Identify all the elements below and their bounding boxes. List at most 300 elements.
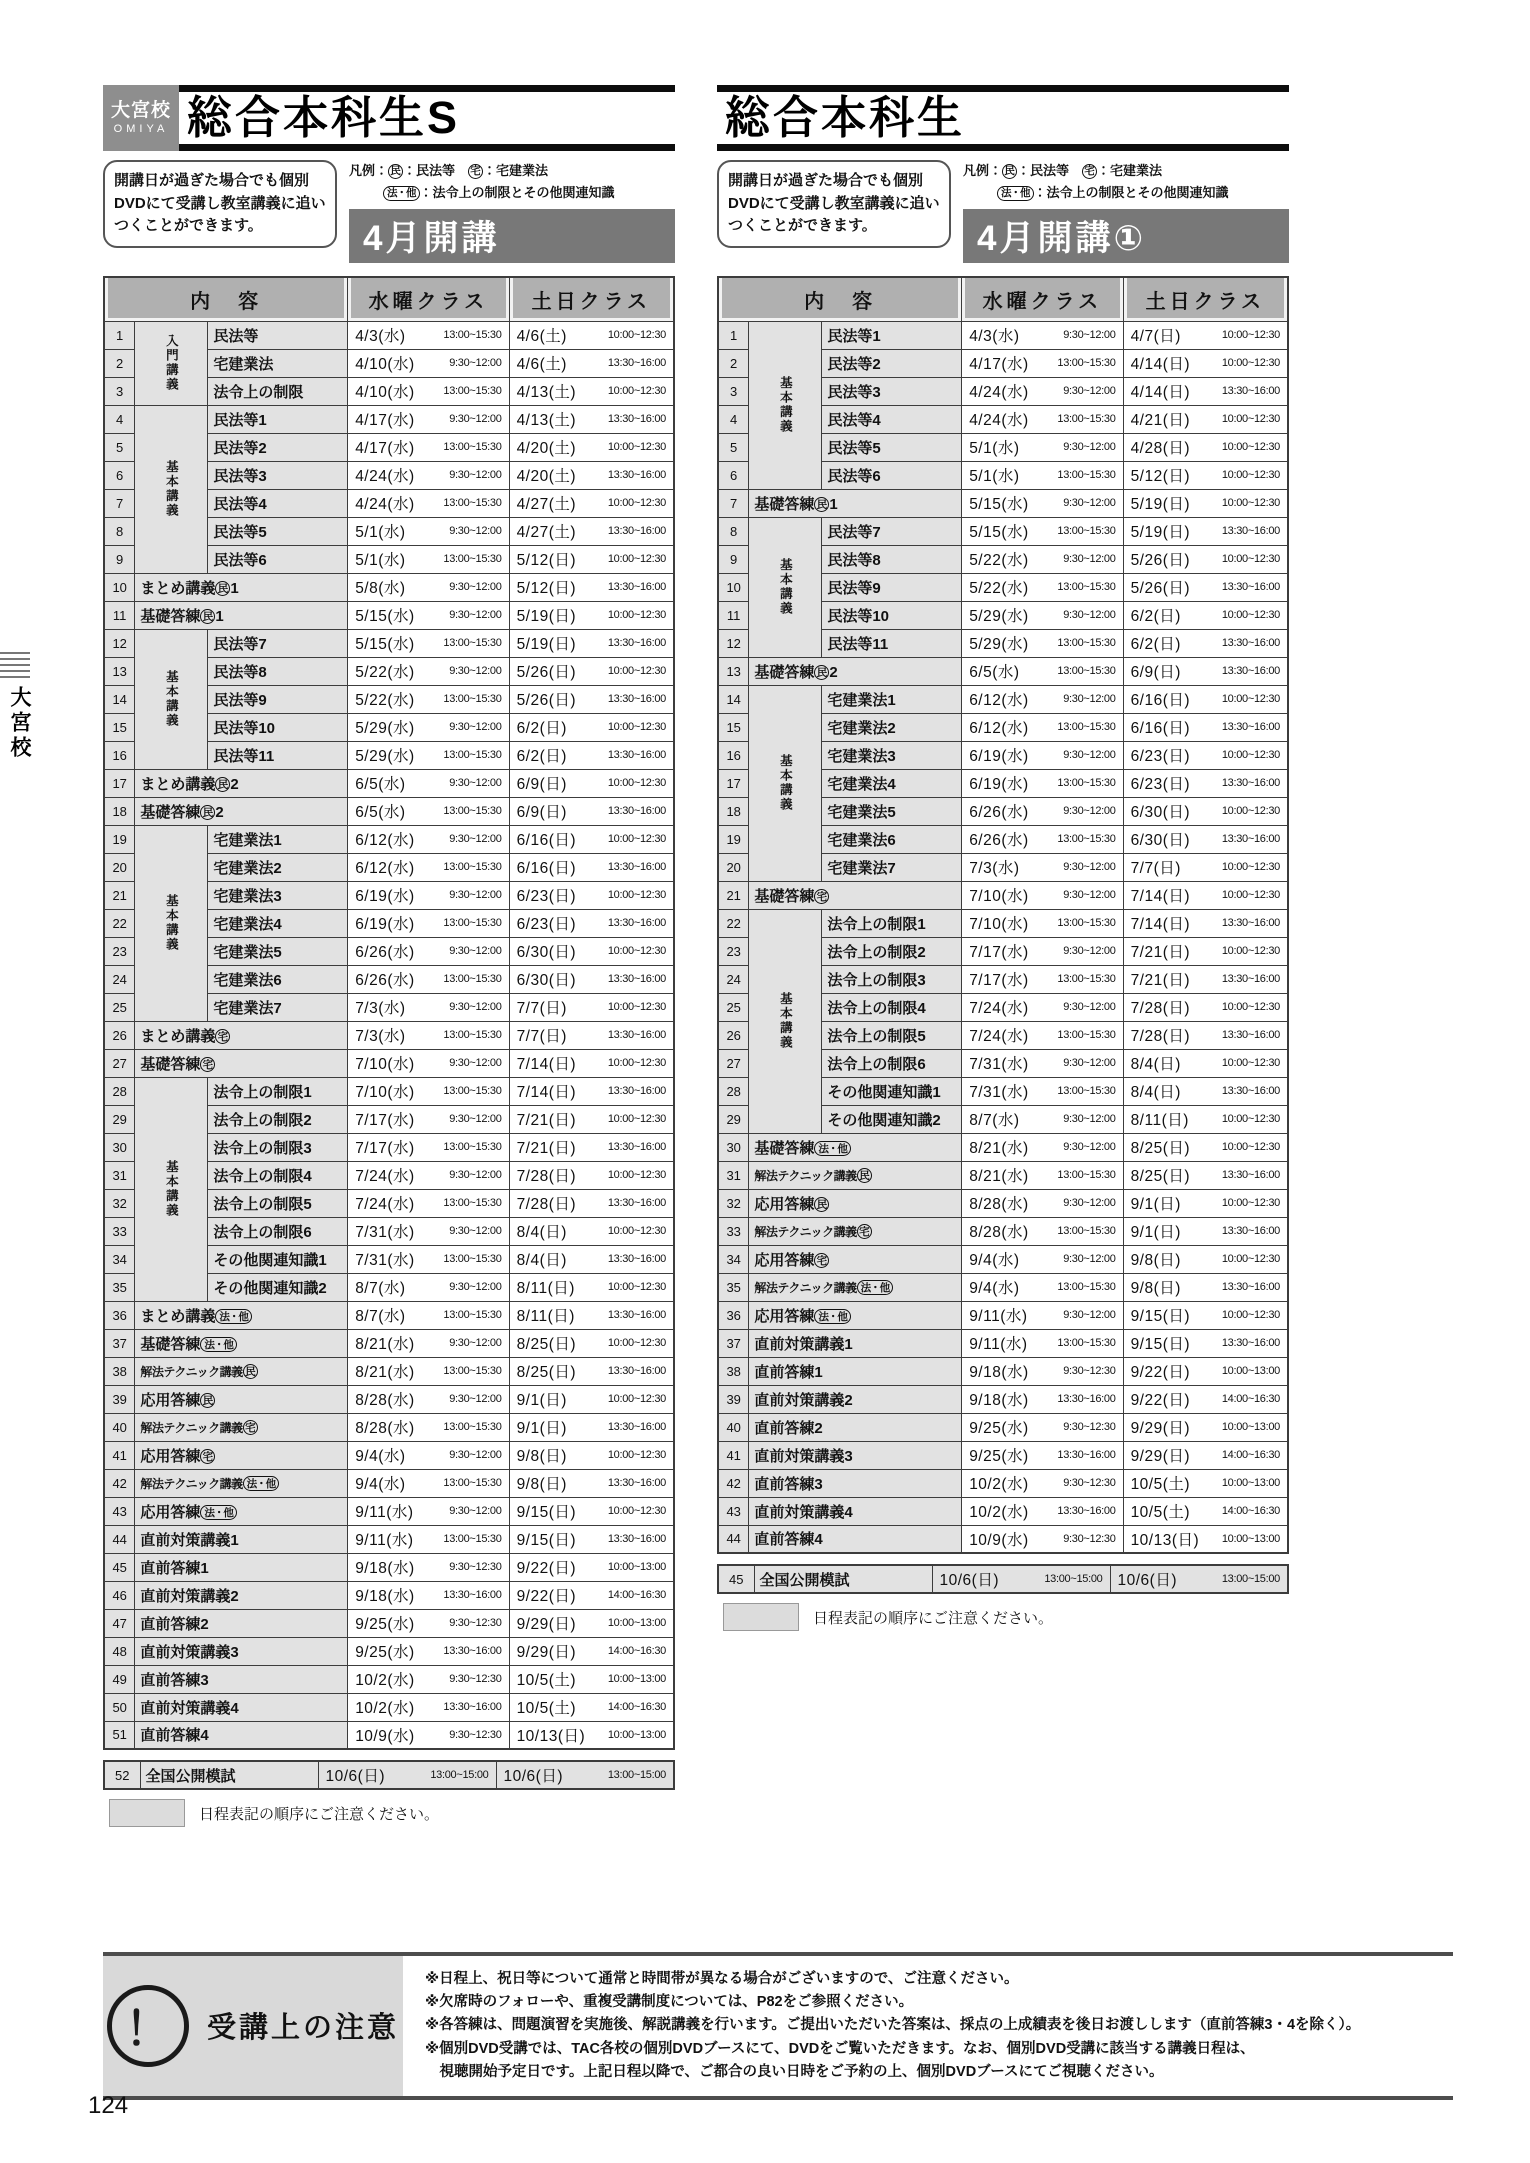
course-title-row [103, 85, 675, 151]
course-group-cell: 基本講義 [135, 405, 208, 573]
weekend-class-cell: 10/6(日) 13:00~15:00 [496, 1761, 674, 1789]
wednesday-class-cell: 6/12(水) 9:30~12:00 [962, 685, 1123, 713]
row-number-cell: 32 [718, 1189, 749, 1217]
weekend-class-cell: 8/4(日) 10:00~12:30 [509, 1217, 674, 1245]
lesson-label-cell: 基礎答練 民 1 [749, 489, 962, 517]
wednesday-class-cell: 7/10(水) 13:00~15:30 [962, 909, 1123, 937]
campus-name-en: OMIYA [113, 123, 169, 136]
subject-badge: 民 [814, 1197, 829, 1212]
weekend-class-cell: 5/12(日) 10:00~12:30 [509, 545, 674, 573]
row-number-cell: 45 [718, 1565, 754, 1593]
schedule-row [104, 1721, 674, 1749]
lesson-label-cell: 法令上の制限1 [208, 1077, 348, 1105]
weekend-class-cell: 9/29(日) 14:00~16:30 [1123, 1441, 1288, 1469]
wednesday-class-cell: 5/1(水) 13:00~15:30 [962, 461, 1123, 489]
row-number-cell: 7 [104, 489, 135, 517]
weekend-class-cell: 6/2(日) 10:00~12:30 [509, 713, 674, 741]
schedule-row [718, 657, 1288, 685]
lesson-label-cell: 民法等2 [208, 433, 348, 461]
schedule-row [104, 825, 674, 853]
lesson-label-cell: 法令上の制限6 [208, 1217, 348, 1245]
wednesday-class-cell: 7/24(水) 13:00~15:30 [962, 1021, 1123, 1049]
weekend-class-cell: 9/1(日) 10:00~12:30 [1123, 1189, 1288, 1217]
schedule-row [718, 1301, 1288, 1329]
schedule-row [718, 909, 1288, 937]
wednesday-class-cell: 9/4(水) 9:30~12:00 [962, 1245, 1123, 1273]
row-number-cell: 41 [718, 1441, 749, 1469]
lesson-label-cell: 民法等 [208, 321, 348, 349]
weekend-class-cell: 7/28(日) 10:00~12:30 [1123, 993, 1288, 1021]
wednesday-class-cell: 6/26(水) 9:30~12:00 [348, 937, 509, 965]
wednesday-class-cell: 6/5(水) 9:30~12:00 [348, 769, 509, 797]
wednesday-class-cell: 9/11(水) 9:30~12:00 [348, 1497, 509, 1525]
weekend-class-cell: 8/25(日) 10:00~12:30 [1123, 1133, 1288, 1161]
schedule-row [104, 1329, 674, 1357]
row-number-cell: 5 [104, 433, 135, 461]
schedule-row [104, 1077, 674, 1105]
lesson-label-cell: 宅建業法4 [208, 909, 348, 937]
weekend-class-cell: 5/19(日) 10:00~12:30 [509, 601, 674, 629]
row-number-cell: 3 [104, 377, 135, 405]
wednesday-class-cell: 7/10(水) 9:30~12:00 [962, 881, 1123, 909]
wednesday-class-cell: 6/12(水) 13:00~15:30 [962, 713, 1123, 741]
weekend-class-cell: 4/20(土) 10:00~12:30 [509, 433, 674, 461]
weekend-class-cell: 6/9(日) 13:30~16:00 [1123, 657, 1288, 685]
wednesday-class-cell: 7/10(水) 13:00~15:30 [348, 1077, 509, 1105]
row-number-cell: 18 [104, 797, 135, 825]
row-number-cell: 11 [104, 601, 135, 629]
header-weekend-class: 土日クラス [1123, 277, 1288, 321]
wednesday-class-cell: 6/12(水) 9:30~12:00 [348, 825, 509, 853]
schedule-row [718, 1469, 1288, 1497]
weekend-class-cell: 9/15(日) 10:00~12:30 [1123, 1301, 1288, 1329]
schedule-row [718, 1565, 1288, 1593]
wednesday-class-cell: 6/26(水) 9:30~12:00 [962, 797, 1123, 825]
row-number-cell: 15 [104, 713, 135, 741]
exclamation-icon: ！ [107, 1985, 189, 2067]
lesson-label-cell: 宅建業法4 [822, 769, 962, 797]
row-number-cell: 14 [718, 685, 749, 713]
row-number-cell: 25 [718, 993, 749, 1021]
subject-badge: 民 [243, 1364, 258, 1379]
lesson-label-cell: 直前答練4 [135, 1721, 348, 1749]
wednesday-class-cell: 7/17(水) 9:30~12:00 [348, 1105, 509, 1133]
wednesday-class-cell: 9/11(水) 13:00~15:30 [962, 1329, 1123, 1357]
weekend-class-cell: 8/4(日) 10:00~12:30 [1123, 1049, 1288, 1077]
lesson-label-cell: 宅建業法6 [822, 825, 962, 853]
wednesday-class-cell: 6/19(水) 9:30~12:00 [348, 881, 509, 909]
lesson-label-cell: 解法テクニック講義 宅 [135, 1413, 348, 1441]
schedule-row [104, 1357, 674, 1385]
lesson-label-cell: その他関連知識2 [822, 1105, 962, 1133]
lesson-label-cell: 民法等1 [822, 321, 962, 349]
weekend-class-cell: 10/13(日) 10:00~13:00 [509, 1721, 674, 1749]
weekend-class-cell: 6/16(日) 13:30~16:00 [1123, 713, 1288, 741]
schedule-row [104, 1761, 674, 1789]
lesson-label-cell: 法令上の制限4 [208, 1161, 348, 1189]
legend: 凡例： 民 ：民法等 宅 ：宅建業法 法・他 ：法令上の制限とその他関連知識 [963, 163, 1229, 201]
weekend-class-cell: 6/23(日) 13:30~16:00 [509, 909, 674, 937]
row-number-cell: 7 [718, 489, 749, 517]
campus-badge [103, 85, 179, 151]
weekend-class-cell: 7/14(日) 13:30~16:00 [509, 1077, 674, 1105]
weekend-class-cell: 6/23(日) 13:30~16:00 [1123, 769, 1288, 797]
lesson-label-cell: 直前答練1 [135, 1553, 348, 1581]
row-number-cell: 50 [104, 1693, 135, 1721]
weekend-class-cell: 10/6(日) 13:00~15:00 [1110, 1565, 1288, 1593]
start-month-band: 4月開講① [963, 209, 1289, 263]
weekend-class-cell: 4/14(日) 13:30~16:00 [1123, 377, 1288, 405]
schedule-row [104, 1301, 674, 1329]
row-number-cell: 5 [718, 433, 749, 461]
lesson-label-cell: 民法等9 [208, 685, 348, 713]
row-number-cell: 42 [104, 1469, 135, 1497]
schedule-row [718, 489, 1288, 517]
row-number-cell: 26 [104, 1021, 135, 1049]
weekend-class-cell: 5/26(日) 10:00~12:30 [1123, 545, 1288, 573]
weekend-class-cell: 7/28(日) 13:30~16:00 [509, 1189, 674, 1217]
row-number-cell: 21 [718, 881, 749, 909]
side-tab-omiya [0, 652, 34, 761]
subject-badge: 法・他 [243, 1476, 280, 1491]
wednesday-class-cell: 7/24(水) 13:00~15:30 [348, 1189, 509, 1217]
row-number-cell: 27 [718, 1049, 749, 1077]
weekend-class-cell: 7/7(日) 10:00~12:30 [1123, 853, 1288, 881]
wednesday-class-cell: 5/15(水) 9:30~12:00 [962, 489, 1123, 517]
row-number-cell: 20 [718, 853, 749, 881]
order-note [103, 1799, 675, 1827]
weekend-class-cell: 9/29(日) 10:00~13:00 [1123, 1413, 1288, 1441]
weekend-class-cell: 4/13(土) 13:30~16:00 [509, 405, 674, 433]
lesson-label-cell: 応用答練 民 [749, 1189, 962, 1217]
schedule-table-sogo-honkasei-s [103, 276, 675, 1790]
row-number-cell: 37 [104, 1329, 135, 1357]
wednesday-class-cell: 6/5(水) 13:00~15:30 [348, 797, 509, 825]
lesson-label-cell: 直前対策講義3 [135, 1637, 348, 1665]
wednesday-class-cell: 4/24(水) 13:00~15:30 [348, 489, 509, 517]
subject-badge: 法・他 [215, 1309, 252, 1324]
subject-badge: 法・他 [814, 1309, 851, 1324]
wednesday-class-cell: 5/1(水) 9:30~12:00 [962, 433, 1123, 461]
dvd-catchup-note: 開講日が過ぎた場合でも個別DVDにて受講し教室講義に追いつくことができます。 [717, 160, 951, 248]
weekend-class-cell: 9/29(日) 14:00~16:30 [509, 1637, 674, 1665]
lesson-label-cell: 応用答練 宅 [749, 1245, 962, 1273]
lesson-label-cell: 応用答練 民 [135, 1385, 348, 1413]
lesson-label-cell: 民法等2 [822, 349, 962, 377]
weekend-class-cell: 7/21(日) 13:30~16:00 [509, 1133, 674, 1161]
weekend-class-cell: 6/23(日) 10:00~12:30 [1123, 741, 1288, 769]
weekend-class-cell: 5/26(日) 10:00~12:30 [509, 657, 674, 685]
wednesday-class-cell: 7/31(水) 9:30~12:00 [962, 1049, 1123, 1077]
row-number-cell: 25 [104, 993, 135, 1021]
order-note-text: 日程表記の順序にご注意ください。 [199, 1805, 440, 1823]
weekend-class-cell: 4/21(日) 10:00~12:30 [1123, 405, 1288, 433]
lesson-label-cell: まとめ講義 宅 [135, 1021, 348, 1049]
subject-badge: 宅 [200, 1057, 215, 1072]
lesson-label-cell: 直前答練3 [135, 1665, 348, 1693]
row-number-cell: 46 [104, 1581, 135, 1609]
wednesday-class-cell: 9/18(水) 9:30~12:30 [962, 1357, 1123, 1385]
notice-title: 受講上の注意 [206, 2012, 399, 2045]
schedule-row [104, 1385, 674, 1413]
row-number-cell: 31 [718, 1161, 749, 1189]
wednesday-class-cell: 5/29(水) 9:30~12:00 [348, 713, 509, 741]
weekend-class-cell: 6/2(日) 13:30~16:00 [509, 741, 674, 769]
lesson-label-cell: 民法等10 [822, 601, 962, 629]
lesson-label-cell: 法令上の制限2 [208, 1105, 348, 1133]
schedule-row [718, 1441, 1288, 1469]
lesson-label-cell: 民法等1 [208, 405, 348, 433]
row-number-cell: 16 [718, 741, 749, 769]
weekend-class-cell: 4/28(日) 10:00~12:30 [1123, 433, 1288, 461]
lesson-label-cell: 直前答練2 [135, 1609, 348, 1637]
row-number-cell: 22 [718, 909, 749, 937]
wednesday-class-cell: 5/29(水) 13:00~15:30 [962, 629, 1123, 657]
subject-badge: 法・他 [200, 1337, 237, 1352]
lesson-label-cell: 民法等4 [208, 489, 348, 517]
course-group-cell: 基本講義 [749, 685, 822, 881]
schedule-row [718, 1413, 1288, 1441]
row-number-cell: 52 [104, 1761, 140, 1789]
row-number-cell: 23 [718, 937, 749, 965]
wednesday-class-cell: 10/2(水) 13:30~16:00 [962, 1497, 1123, 1525]
schedule-table-sogo-honkasei [717, 276, 1289, 1594]
meta-row [103, 160, 675, 263]
lesson-label-cell: 民法等3 [822, 377, 962, 405]
lesson-label-cell: 民法等7 [822, 517, 962, 545]
row-number-cell: 29 [104, 1105, 135, 1133]
wednesday-class-cell: 5/15(水) 13:00~15:30 [962, 517, 1123, 545]
wednesday-class-cell: 4/10(水) 9:30~12:00 [348, 349, 509, 377]
row-number-cell: 3 [718, 377, 749, 405]
wednesday-class-cell: 5/1(水) 9:30~12:00 [348, 517, 509, 545]
row-number-cell: 33 [104, 1217, 135, 1245]
course-group-cell: 基本講義 [749, 517, 822, 657]
wednesday-class-cell: 10/2(水) 9:30~12:30 [348, 1665, 509, 1693]
weekend-class-cell: 5/19(日) 13:30~16:00 [509, 629, 674, 657]
course-title: 総合本科生S [179, 85, 675, 151]
lesson-label-cell: 直前対策講義1 [135, 1525, 348, 1553]
course-group-cell: 基本講義 [749, 321, 822, 489]
weekend-class-cell: 4/27(土) 13:30~16:00 [509, 517, 674, 545]
schedule-row [718, 321, 1288, 349]
wednesday-class-cell: 5/15(水) 13:00~15:30 [348, 629, 509, 657]
lesson-label-cell: その他関連知識2 [208, 1273, 348, 1301]
campus-name: 大宮校 [110, 99, 171, 121]
row-number-cell: 40 [718, 1413, 749, 1441]
wednesday-class-cell: 9/18(水) 13:30~16:00 [348, 1581, 509, 1609]
weekend-class-cell: 4/6(土) 10:00~12:30 [509, 321, 674, 349]
row-number-cell: 31 [104, 1161, 135, 1189]
weekend-class-cell: 5/19(日) 10:00~12:30 [1123, 489, 1288, 517]
subject-badge: 法・他 [997, 186, 1034, 201]
weekend-class-cell: 6/23(日) 10:00~12:30 [509, 881, 674, 909]
wednesday-class-cell: 6/12(水) 13:00~15:30 [348, 853, 509, 881]
weekend-class-cell: 7/7(日) 10:00~12:30 [509, 993, 674, 1021]
schedule-row [104, 601, 674, 629]
course-title-row [717, 85, 1289, 151]
course-group-cell: 入門講義 [135, 321, 208, 405]
weekend-class-cell: 10/5(土) 14:00~16:30 [1123, 1497, 1288, 1525]
row-number-cell: 18 [718, 797, 749, 825]
subject-badge: 宅 [814, 889, 829, 904]
wednesday-class-cell: 7/3(水) 13:00~15:30 [348, 1021, 509, 1049]
wednesday-class-cell: 7/3(水) 9:30~12:00 [962, 853, 1123, 881]
weekend-class-cell: 10/5(土) 10:00~13:00 [509, 1665, 674, 1693]
lesson-label-cell: 民法等5 [822, 433, 962, 461]
lesson-label-cell: 宅建業法6 [208, 965, 348, 993]
wednesday-class-cell: 7/31(水) 13:00~15:30 [962, 1077, 1123, 1105]
row-number-cell: 2 [718, 349, 749, 377]
schedule-row [104, 1609, 674, 1637]
row-number-cell: 24 [104, 965, 135, 993]
lesson-label-cell: 民法等6 [822, 461, 962, 489]
wednesday-class-cell: 5/1(水) 13:00~15:30 [348, 545, 509, 573]
schedule-row [104, 1497, 674, 1525]
weekend-class-cell: 7/21(日) 13:30~16:00 [1123, 965, 1288, 993]
weekend-class-cell: 4/6(土) 13:30~16:00 [509, 349, 674, 377]
weekend-class-cell: 5/26(日) 13:30~16:00 [509, 685, 674, 713]
row-number-cell: 17 [104, 769, 135, 797]
wednesday-class-cell: 8/7(水) 13:00~15:30 [348, 1301, 509, 1329]
weekend-class-cell: 6/2(日) 13:30~16:00 [1123, 629, 1288, 657]
row-number-cell: 34 [104, 1245, 135, 1273]
row-number-cell: 14 [104, 685, 135, 713]
wednesday-class-cell: 10/9(水) 9:30~12:30 [962, 1525, 1123, 1553]
subject-badge: 民 [857, 1168, 872, 1183]
wednesday-class-cell: 6/26(水) 13:00~15:30 [962, 825, 1123, 853]
row-number-cell: 16 [104, 741, 135, 769]
row-number-cell: 45 [104, 1553, 135, 1581]
row-number-cell: 49 [104, 1665, 135, 1693]
lesson-label-cell: 解法テクニック講義 法・他 [135, 1469, 348, 1497]
weekend-class-cell: 7/28(日) 10:00~12:30 [509, 1161, 674, 1189]
lesson-label-cell: 民法等10 [208, 713, 348, 741]
header-weekend-class: 土日クラス [509, 277, 674, 321]
row-number-cell: 8 [104, 517, 135, 545]
weekend-class-cell: 9/8(日) 10:00~12:30 [509, 1441, 674, 1469]
lesson-label-cell: 基礎答練 法・他 [749, 1133, 962, 1161]
wednesday-class-cell: 7/17(水) 9:30~12:00 [962, 937, 1123, 965]
wednesday-class-cell: 5/29(水) 9:30~12:00 [962, 601, 1123, 629]
lesson-label-cell: 宅建業法1 [822, 685, 962, 713]
row-number-cell: 41 [104, 1441, 135, 1469]
schedule-row [104, 573, 674, 601]
order-note [717, 1603, 1289, 1631]
lesson-label-cell: 宅建業法1 [208, 825, 348, 853]
wednesday-class-cell: 8/21(水) 9:30~12:00 [962, 1133, 1123, 1161]
wednesday-class-cell: 4/3(水) 9:30~12:00 [962, 321, 1123, 349]
schedule-row [104, 1581, 674, 1609]
row-number-cell: 4 [718, 405, 749, 433]
lesson-label-cell: 宅建業法3 [822, 741, 962, 769]
weekend-class-cell: 7/14(日) 13:30~16:00 [1123, 909, 1288, 937]
weekend-class-cell: 9/22(日) 10:00~13:00 [1123, 1357, 1288, 1385]
lesson-label-cell: 民法等5 [208, 517, 348, 545]
subject-badge: 宅 [200, 1449, 215, 1464]
attendance-notice [103, 1952, 1453, 2100]
row-number-cell: 51 [104, 1721, 135, 1749]
weekend-class-cell: 6/16(日) 10:00~12:30 [1123, 685, 1288, 713]
weekend-class-cell: 8/4(日) 13:30~16:00 [1123, 1077, 1288, 1105]
subject-badge: 法・他 [814, 1141, 851, 1156]
header-content: 内 容 [104, 277, 348, 321]
schedule-row [104, 1441, 674, 1469]
wednesday-class-cell: 9/18(水) 13:30~16:00 [962, 1385, 1123, 1413]
lesson-label-cell: その他関連知識1 [822, 1077, 962, 1105]
wednesday-class-cell: 9/25(水) 9:30~12:30 [348, 1609, 509, 1637]
wednesday-class-cell: 10/2(水) 9:30~12:30 [962, 1469, 1123, 1497]
wednesday-class-cell: 4/17(水) 13:00~15:30 [962, 349, 1123, 377]
wednesday-class-cell: 9/4(水) 13:00~15:30 [962, 1273, 1123, 1301]
wednesday-class-cell: 10/9(水) 9:30~12:30 [348, 1721, 509, 1749]
wednesday-class-cell: 8/28(水) 9:30~12:00 [348, 1385, 509, 1413]
weekend-class-cell: 9/15(日) 13:30~16:00 [509, 1525, 674, 1553]
schedule-row [718, 1385, 1288, 1413]
subject-badge: 民 [200, 609, 215, 624]
row-number-cell: 1 [104, 321, 135, 349]
weekend-class-cell: 8/25(日) 10:00~12:30 [509, 1329, 674, 1357]
row-number-cell: 12 [104, 629, 135, 657]
subject-badge: 民 [215, 777, 230, 792]
row-number-cell: 30 [718, 1133, 749, 1161]
wednesday-class-cell: 6/19(水) 9:30~12:00 [962, 741, 1123, 769]
wednesday-class-cell: 9/25(水) 13:30~16:00 [962, 1441, 1123, 1469]
wednesday-class-cell: 7/3(水) 9:30~12:00 [348, 993, 509, 1021]
meta-row [717, 160, 1289, 263]
lesson-label-cell: 基礎答練 民 1 [135, 601, 348, 629]
row-number-cell: 43 [104, 1497, 135, 1525]
schedule-row [718, 1245, 1288, 1273]
course-group-cell: 基本講義 [135, 1077, 208, 1301]
lesson-label-cell: 全国公開模試 [754, 1565, 932, 1593]
weekend-class-cell: 5/26(日) 13:30~16:00 [1123, 573, 1288, 601]
weekend-class-cell: 6/9(日) 13:30~16:00 [509, 797, 674, 825]
wednesday-class-cell: 7/31(水) 13:00~15:30 [348, 1245, 509, 1273]
notice-line: ※個別DVD受講では、TAC各校の個別DVDブースにて、DVDをご覧いただきます。なお、個別DVD受講に該当する講義日程は、 [425, 2040, 1255, 2057]
row-number-cell: 34 [718, 1245, 749, 1273]
lesson-label-cell: 直前答練1 [749, 1357, 962, 1385]
row-number-cell: 17 [718, 769, 749, 797]
subject-badge: 宅 [468, 164, 483, 179]
wednesday-class-cell: 8/21(水) 13:00~15:30 [962, 1161, 1123, 1189]
weekend-class-cell: 8/11(日) 10:00~12:30 [1123, 1105, 1288, 1133]
page-number: 124 [88, 2092, 129, 2119]
subject-badge: 宅 [1082, 164, 1097, 179]
wednesday-class-cell: 9/4(水) 13:00~15:30 [348, 1469, 509, 1497]
course-block-sogo-honkasei [717, 85, 1289, 1631]
wednesday-class-cell: 6/5(水) 13:00~15:30 [962, 657, 1123, 685]
row-number-cell: 29 [718, 1105, 749, 1133]
schedule-row [104, 797, 674, 825]
lesson-label-cell: 民法等8 [822, 545, 962, 573]
wednesday-class-cell: 5/22(水) 13:00~15:30 [348, 685, 509, 713]
wednesday-class-cell: 9/11(水) 9:30~12:00 [962, 1301, 1123, 1329]
wednesday-class-cell: 4/10(水) 13:00~15:30 [348, 377, 509, 405]
wednesday-class-cell: 6/19(水) 13:00~15:30 [348, 909, 509, 937]
start-month-band: 4月開講 [349, 209, 675, 263]
weekend-class-cell: 9/8(日) 13:30~16:00 [509, 1469, 674, 1497]
wednesday-class-cell: 10/6(日) 13:00~15:00 [932, 1565, 1110, 1593]
side-tab-stripes [0, 652, 30, 678]
row-number-cell: 13 [104, 657, 135, 685]
wednesday-class-cell: 9/11(水) 13:00~15:30 [348, 1525, 509, 1553]
subject-badge: 法・他 [200, 1505, 237, 1520]
row-number-cell: 38 [718, 1357, 749, 1385]
lesson-label-cell: 解法テクニック講義 民 [135, 1357, 348, 1385]
subject-badge: 法・他 [857, 1280, 894, 1295]
subject-badge: 民 [200, 1393, 215, 1408]
